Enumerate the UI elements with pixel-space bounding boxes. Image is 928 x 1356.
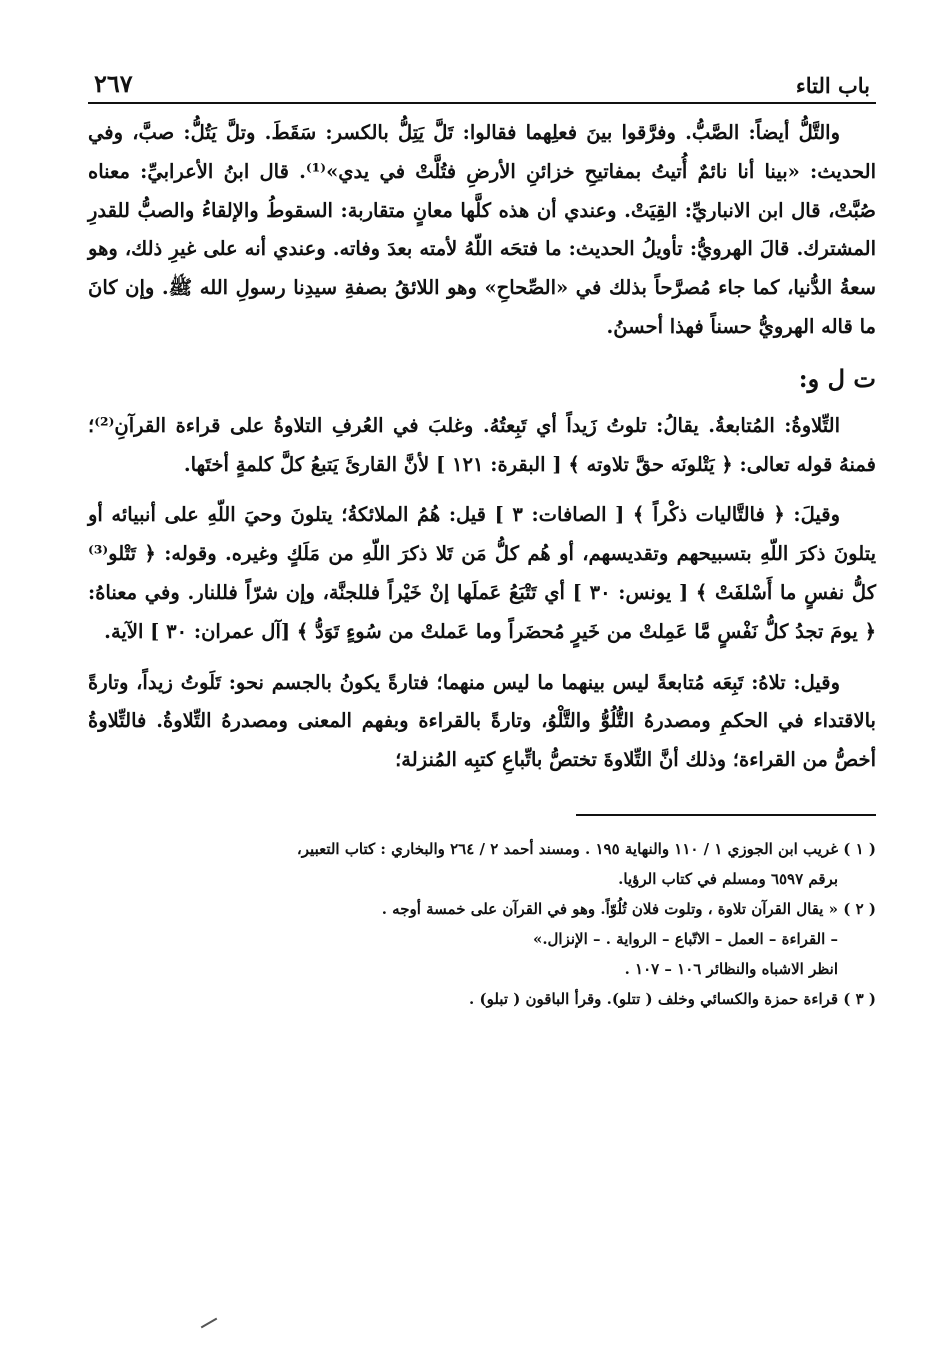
paragraph-tall: والتَّلُّ أيضاً: الصَّبُّ. وفرَّقوا بينَ فعلِهما فقالوا: تَلَّ يَتِلُّ بالكسر: سَقَطَ. وتلَّ يَتُلُّ: صبَّ، وفي الحديث: «بينا أنا نائمٌ أُتيتُ بمفاتيحِ خزائنِ الأرضِ فتُلَّتْ في يدي»⁽¹⁾. قال ابنُ الأعرابيِّ: معناه صُبَّتْ، قال ابن الانباريِّ: القِيَتْ. وعندي أن هذه كلَّها معانٍ متقاربة: السقوطُ والإلقاءُ والصبُّ للقدرِ المشترك. قالَ الهرويُّ: تأويلُ الحديث: ما فتحَه اللّهُ لأمته بعدَ وفاته. وعندي أنه على غيرِ ذلك، وهو سعةُ الدُّنيا، كما جاء مُصرَّحاً بذلك في «الصِّحاحِ» وهو اللائقُ بصفةِ سيدِنا رسولِ الله ﷺ. وإن كانَ ما قاله الهرويُّ حسناً فهذا أحسنُ.: [88, 121, 876, 338]
book-page: [88, 62, 876, 1322]
footnote-2-line-3: انظر الاشباه والنظائر ١٠٦ – ١٠٧ .: [624, 959, 838, 978]
root-heading: ت ل و:: [798, 363, 876, 393]
paragraph-tilawa-definition: التِّلاوةُ: المُتابعةُ. يقالُ: تلوتُ زَيداً أي تَبِعتُهُ. وغلبَ في العُرفِ التلاوةُ على قراءة القرآنِ⁽²⁾؛ فمنهُ قوله تعالى: ﴿ يَتْلونَه حقَّ تلاوته ﴾ [ البقرة: ١٢١ ] لأنَّ القارئَ يَتبعُ كلَّ كلمةٍ أختَها.: [88, 413, 876, 476]
footnotes: [88, 834, 876, 1014]
main-text: [88, 114, 876, 780]
footnote-1-line-2: برقم ٦٥٩٧ ومسلم في كتاب الرؤيا.: [618, 869, 838, 888]
footnote-2-line-1: ( ٢ ) « يقال القرآن تلاوة ، وتلوت فلان تُلُوّاً. وهو في القرآن على خمسة أوجه .: [381, 899, 876, 918]
paragraph-tilawa-types: وقيل: تلاهُ: تَبِعَه مُتابعةً ليس بينهما ما ليس منهما؛ فتارةً يكونُ بالجسم نحو: تَلَوتُ زيداً، وتارةً بالاقتداء في الحكمِ ومصدرهُ التُّلُوُّ والتَّلْوُ، وتارةً بالقراءة وبفهم المعنى ومصدرهُ التِّلاوةُ. فالتِّلاوةُ أخصُّ من القراءة؛ وذلك أنَّ التِّلاوةَ تختصُّ باتِّباعِ كتبِه المُنزلة؛: [88, 670, 876, 772]
footnote-separator: [576, 814, 876, 816]
chapter-title: باب التاء: [795, 73, 870, 98]
paragraph-tilawa-verses: وقيلَ: ﴿ فالتَّاليات ذكْراً ﴾ [ الصافات: ٣ ] قيل: هُمُ الملائكةُ؛ يتلونَ وحيَ اللّهِ على أنبيائه أو يتلونَ ذكرَ اللّهِ بتسبيحهم وتقديسهم، أو هُم كلُّ مَن تَلا ذكرَ اللّهِ من مَلَكٍ وغيره. وقوله: ﴿ تَتْلو⁽³⁾ كلُّ نفسٍ ما أَسْلفَتْ ﴾ [ يونس: ٣٠ ] أي تَتْبَعُ عَملَها إنْ خَيْراً فللجنَّة، وإن شرّاً فللنار. وفي معناهُ: ﴿ يومَ تجدُ كلُّ نَفْسٍ مَّا عَمِلتْ من خَيرٍ مُحضَراً وما عَملتْ من سُوءٍ تَوَدُّ ﴾ [آل عمران: ٣٠ ] الآية.: [88, 503, 876, 643]
footnote-1-line-1: ( ١ ) غريب ابن الجوزي ١ / ١١٠ والنهاية ١٩٥ . ومسند أحمد ٢ / ٢٦٤ والبخاري : كتاب التعبير،: [296, 839, 876, 858]
footnote-3-line-1: ( ٣ ) قراءة حمزة والكسائي وخلف ( تتلو). وقرأ الباقون ( تبلو) .: [469, 989, 876, 1008]
footnote-2-line-2: – القراءة – العمل – الاتّباع – الرواية . – الإنزال.»: [532, 929, 838, 948]
page-number: ٢٦٧: [94, 69, 133, 98]
running-header: [88, 62, 876, 104]
